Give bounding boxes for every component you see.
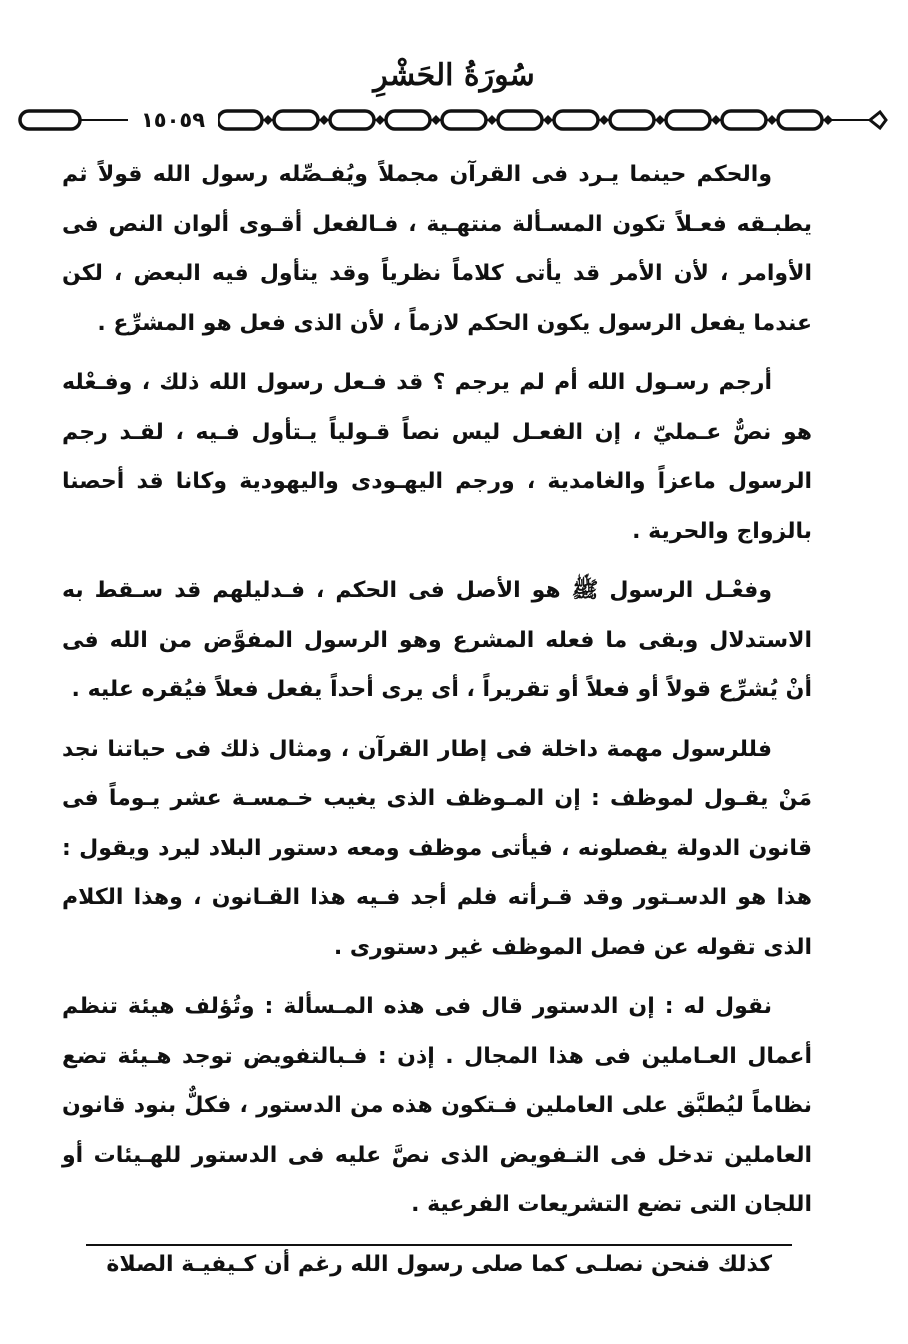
ornament-link <box>722 111 766 129</box>
ornament-link <box>778 111 822 129</box>
ornament-diamond <box>263 115 273 125</box>
ornament-diamond <box>375 115 385 125</box>
ornament-link <box>218 111 262 129</box>
ornament-diamond <box>711 115 721 125</box>
ornament-link <box>386 111 430 129</box>
footer-rule <box>86 1244 792 1246</box>
ornament-link <box>20 111 80 129</box>
ornament-diamond <box>823 115 833 125</box>
ornament-link <box>274 111 318 129</box>
paragraph-4: فللرسول مهمة داخلة فى إطار القرآن ، ومثال ذلك فى حياتنا نجد مَنْ يقـول لموظف : إن المـوظف الذى يغيب خـمسـة عشر يـوماً فى قانون الدولة يفصلونه ، فيأتى موظف ومعه دستور البلاد ليرد ويقول : هذا هو الدسـتور وقد قـرأته فلم أجد فـيه هذا القـانون ، وهذا الكلام الذى تقوله عن فصل الموظف غير دستورى . <box>62 736 812 960</box>
paragraph-5: نقول له : إن الدستور قال فى هذه المـسألة : وتُؤلف هيئة تنظم أعمال العـاملين فى هذا المجال . إذن : فـبالتفويض توجد هـيئة تضع نظاماً ليُطبَّق على العاملين فـتكون هذه من الدستور ، فكلٌّ بنود قانون العاملين تدخل فى التـفويض الذى نصَّ عليه فى الدستور للهـيئات أو اللجان التى تضع التشريعات الفرعية . <box>62 994 812 1217</box>
ornament-link <box>442 111 486 129</box>
paragraph-1: والحكم حينما يـرد فى القرآن مجملاً ويُفـصِّله رسول الله قولاً ثم يطبـقه فعـلاً تكون المسـألة منتهـية ، فـالفعل أقـوى ألوان النص فى الأوامر ، لأن الأمر قد يأتى كلاماً نظرياً وقد يتأول فيه البعض ، لكن عندما يفعل الرسول يكون الحكم لازماً ، لأن الذى فعل هو المشرِّع . <box>62 162 812 336</box>
ornament-link <box>498 111 542 129</box>
ornament-link <box>330 111 374 129</box>
ornament-link <box>666 111 710 129</box>
ornament-link <box>554 111 598 129</box>
paragraph-2: أرجم رسـول الله أم لم يرجم ؟ قد فـعل رسول الله ذلك ، وفـعْله هو نصٌّ عـمليّ ، إن الفعـل ليس نصاً قـولياً يـتأول فـيه ، لقـد رجم الرسول ماعزاً والغامدية ، ورجم اليهـودى واليهودية وكانا قد أحصنا بالزواج والحرية . <box>62 370 812 544</box>
ornament-link <box>610 111 654 129</box>
ornament-band <box>18 103 888 137</box>
ornament-end <box>870 112 886 128</box>
ornament-diamond <box>599 115 609 125</box>
paragraph-6: كذلك فنحن نصلـى كما صلى رسول الله رغم أن كـيفيـة الصلاة <box>106 1251 772 1277</box>
ornament-diamond <box>487 115 497 125</box>
ornament-diamond <box>431 115 441 125</box>
ornament-diamond <box>543 115 553 125</box>
page-number: ١٥٠٥٩ <box>128 103 218 137</box>
ornament-diamond <box>319 115 329 125</box>
paragraph-3: وفعْـل الرسول ﷺ هو الأصل فى الحكم ، فـدليلهم قد سـقط به الاستدلال وبقى ما فعله المشرع وهو الرسول المفوَّض من الله فى أنْ يُشرِّع قولاً أو فعلاً أو تقريراً ، أى يرى أحداً يفعل فعلاً فيُقره عليه . <box>62 578 812 702</box>
ornament-diamond <box>655 115 665 125</box>
ornament-diamond <box>767 115 777 125</box>
surah-title: سُورَةُ الحَشْرِ <box>373 58 535 93</box>
body-text <box>62 150 812 1299</box>
